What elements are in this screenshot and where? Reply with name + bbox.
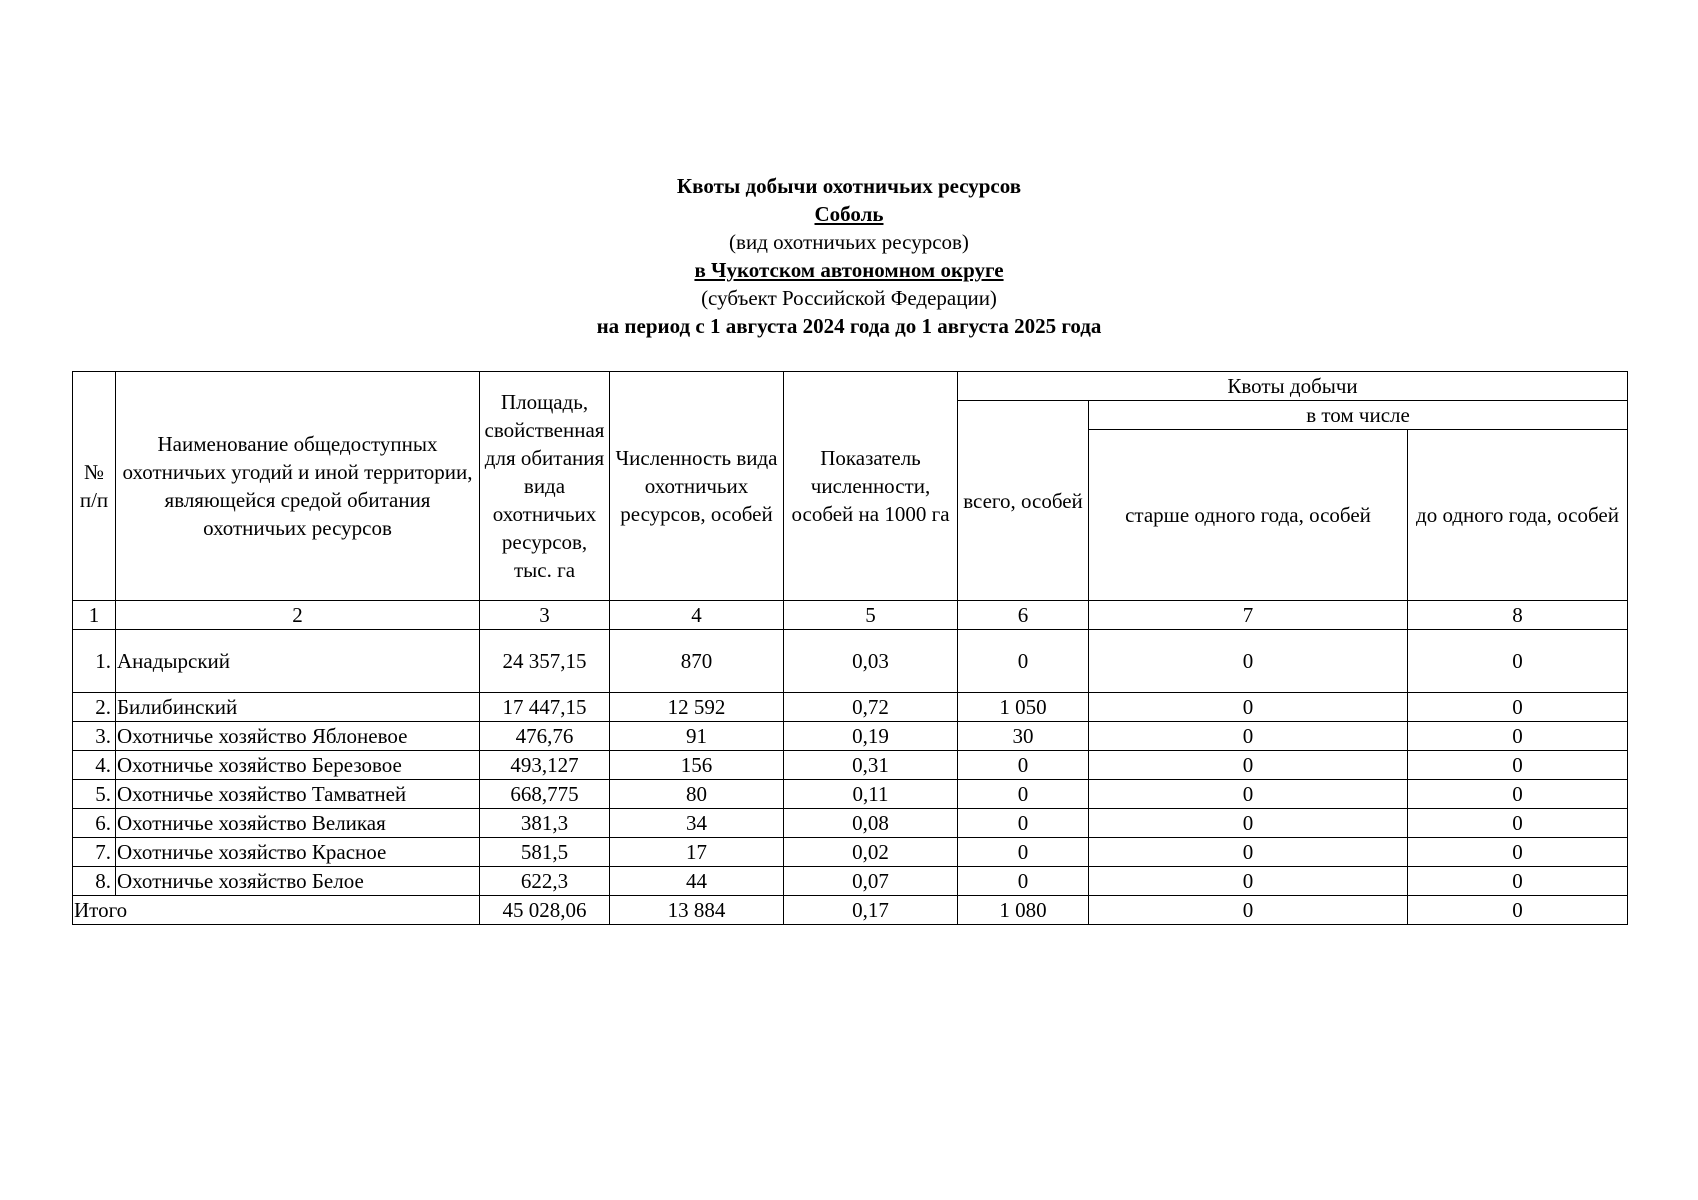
row-population: 34 <box>610 809 784 838</box>
row-total: 1 050 <box>958 693 1089 722</box>
row-density: 0,19 <box>784 722 958 751</box>
header-including: в том числе <box>1089 401 1628 430</box>
row-number: 5. <box>73 780 116 809</box>
row-area: 622,3 <box>480 867 610 896</box>
row-name: Охотничье хозяйство Красное <box>116 838 480 867</box>
row-younger: 0 <box>1408 809 1628 838</box>
row-total: 0 <box>958 838 1089 867</box>
totals-row <box>73 896 1628 925</box>
row-density: 0,72 <box>784 693 958 722</box>
region-note: (субъект Российской Федерации) <box>701 286 997 310</box>
column-numbers-row <box>73 601 1628 630</box>
totals-label: Итого <box>73 896 480 925</box>
totals-older: 0 <box>1089 896 1408 925</box>
row-density: 0,11 <box>784 780 958 809</box>
row-older: 0 <box>1089 838 1408 867</box>
row-number: 3. <box>73 722 116 751</box>
column-number: 2 <box>116 601 480 630</box>
row-density: 0,08 <box>784 809 958 838</box>
totals-density: 0,17 <box>784 896 958 925</box>
row-younger: 0 <box>1408 630 1628 693</box>
row-younger: 0 <box>1408 780 1628 809</box>
row-name: Охотничье хозяйство Тамватней <box>116 780 480 809</box>
row-younger: 0 <box>1408 838 1628 867</box>
row-number: 1. <box>73 630 116 693</box>
row-name: Охотничье хозяйство Березовое <box>116 751 480 780</box>
row-older: 0 <box>1089 693 1408 722</box>
row-total: 0 <box>958 809 1089 838</box>
row-area: 17 447,15 <box>480 693 610 722</box>
row-population: 17 <box>610 838 784 867</box>
species-note: (вид охотничьих ресурсов) <box>729 230 969 254</box>
row-younger: 0 <box>1408 867 1628 896</box>
row-name: Анадырский <box>116 630 480 693</box>
header-name: Наименование общедоступных охотничьих угодий и иной территории, являющейся средой обитания охотничьих ресурсов <box>116 372 480 601</box>
row-number: 7. <box>73 838 116 867</box>
header-total: всего, особей <box>958 401 1089 601</box>
row-total: 0 <box>958 630 1089 693</box>
quota-table <box>72 371 1628 925</box>
row-density: 0,31 <box>784 751 958 780</box>
row-younger: 0 <box>1408 751 1628 780</box>
row-population: 156 <box>610 751 784 780</box>
period-text: на период с 1 августа 2024 года до 1 августа 2025 года <box>596 314 1102 338</box>
row-population: 12 592 <box>610 693 784 722</box>
row-population: 80 <box>610 780 784 809</box>
row-density: 0,02 <box>784 838 958 867</box>
row-population: 91 <box>610 722 784 751</box>
document-header <box>0 172 1698 340</box>
table-row <box>73 838 1628 867</box>
row-older: 0 <box>1089 751 1408 780</box>
totals-population: 13 884 <box>610 896 784 925</box>
column-number: 8 <box>1408 601 1628 630</box>
totals-area: 45 028,06 <box>480 896 610 925</box>
table-row <box>73 780 1628 809</box>
row-younger: 0 <box>1408 722 1628 751</box>
header-population: Численность вида охотничьих ресурсов, особей <box>610 372 784 601</box>
row-total: 0 <box>958 751 1089 780</box>
table-row <box>73 722 1628 751</box>
row-total: 30 <box>958 722 1089 751</box>
row-name: Охотничье хозяйство Великая <box>116 809 480 838</box>
header-younger: до одного года, особей <box>1408 430 1628 601</box>
table-row <box>73 867 1628 896</box>
column-number: 4 <box>610 601 784 630</box>
totals-total: 1 080 <box>958 896 1089 925</box>
row-name: Охотничье хозяйство Белое <box>116 867 480 896</box>
header-older: старше одного года, особей <box>1089 430 1408 601</box>
row-total: 0 <box>958 780 1089 809</box>
row-name: Охотничье хозяйство Яблоневое <box>116 722 480 751</box>
row-total: 0 <box>958 867 1089 896</box>
header-row-1 <box>73 372 1628 401</box>
row-name: Билибинский <box>116 693 480 722</box>
row-number: 2. <box>73 693 116 722</box>
totals-younger: 0 <box>1408 896 1628 925</box>
row-density: 0,07 <box>784 867 958 896</box>
column-number: 5 <box>784 601 958 630</box>
species-name: Соболь <box>814 202 884 226</box>
row-area: 493,127 <box>480 751 610 780</box>
header-quota-group: Квоты добычи <box>958 372 1628 401</box>
table-row <box>73 693 1628 722</box>
row-density: 0,03 <box>784 630 958 693</box>
row-number: 6. <box>73 809 116 838</box>
row-area: 668,775 <box>480 780 610 809</box>
row-area: 476,76 <box>480 722 610 751</box>
row-younger: 0 <box>1408 693 1628 722</box>
row-number: 4. <box>73 751 116 780</box>
row-older: 0 <box>1089 630 1408 693</box>
column-number: 7 <box>1089 601 1408 630</box>
column-number: 3 <box>480 601 610 630</box>
region-name: в Чукотском автономном округе <box>694 258 1004 282</box>
table-row <box>73 751 1628 780</box>
row-older: 0 <box>1089 809 1408 838</box>
row-older: 0 <box>1089 722 1408 751</box>
document-title: Квоты добычи охотничьих ресурсов <box>676 174 1022 198</box>
header-area: Площадь, свойственная для обитания вида охотничьих ресурсов, тыс. га <box>480 372 610 601</box>
row-area: 24 357,15 <box>480 630 610 693</box>
column-number: 6 <box>958 601 1089 630</box>
column-number: 1 <box>73 601 116 630</box>
row-older: 0 <box>1089 867 1408 896</box>
row-area: 381,3 <box>480 809 610 838</box>
row-number: 8. <box>73 867 116 896</box>
table-row <box>73 809 1628 838</box>
header-num: № п/п <box>73 372 116 601</box>
row-population: 870 <box>610 630 784 693</box>
row-area: 581,5 <box>480 838 610 867</box>
row-population: 44 <box>610 867 784 896</box>
row-older: 0 <box>1089 780 1408 809</box>
table-row <box>73 630 1628 693</box>
header-density: Показатель численности, особей на 1000 га <box>784 372 958 601</box>
